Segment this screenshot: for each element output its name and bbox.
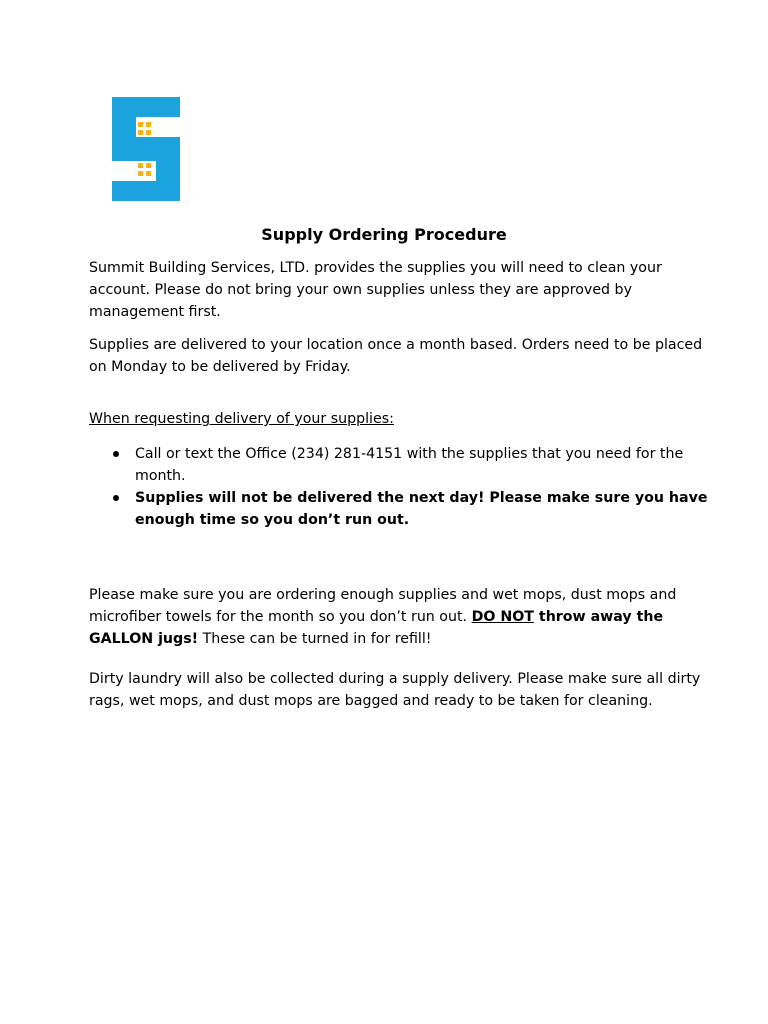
ordering-line (89, 606, 689, 628)
bullet-line: Call or text the Office (234) 281-4151 with the supplies that you need for the (135, 446, 684, 462)
intro-line: account. Please do not bring your own supplies unless they are approved by (89, 282, 632, 298)
ordering-line (89, 628, 689, 650)
gallon-jugs-emphasis: GALLON jugs! (89, 631, 199, 647)
delivery-instructions-list (89, 443, 708, 531)
ordering-bold-text: throw away the (533, 609, 664, 625)
laundry-line: Dirty laundry will also be collected during a supply delivery. Please make sure all dirty (89, 671, 701, 687)
page-title: Supply Ordering Procedure (261, 225, 507, 244)
s-building-logo-icon (112, 97, 180, 201)
bullet-line: month. (135, 468, 186, 484)
intro-paragraph (89, 257, 689, 323)
laundry-line: rags, wet mops, and dust mops are bagged and ready to be taken for cleaning. (89, 693, 653, 709)
schedule-line: Supplies are delivered to your location once a month based. Orders need to be placed (89, 337, 703, 353)
ordering-paragraph (89, 584, 689, 650)
intro-line: Summit Building Services, LTD. provides the supplies you will need to clean your (89, 260, 662, 276)
refill-note: These can be turned in for refill! (198, 631, 432, 647)
ordering-text: microfiber towels for the month so you don’t run out. (89, 609, 472, 625)
delivery-heading: When requesting delivery of your supplies: (89, 411, 394, 427)
schedule-line: on Monday to be delivered by Friday. (89, 359, 351, 375)
bullet-icon (113, 451, 119, 457)
bullet-line: Supplies will not be delivered the next day! Please make sure you have (135, 490, 708, 506)
laundry-paragraph (89, 668, 701, 712)
ordering-line: Please make sure you are ordering enough supplies and wet mops, dust mops and (89, 587, 677, 603)
list-item (89, 487, 708, 531)
bullet-line: enough time so you don’t run out. (135, 512, 410, 528)
do-not-emphasis: DO NOT (471, 609, 534, 625)
list-item (89, 443, 689, 487)
bullet-icon (113, 495, 119, 501)
delivery-schedule-paragraph (89, 334, 703, 378)
intro-line: management first. (89, 304, 221, 320)
